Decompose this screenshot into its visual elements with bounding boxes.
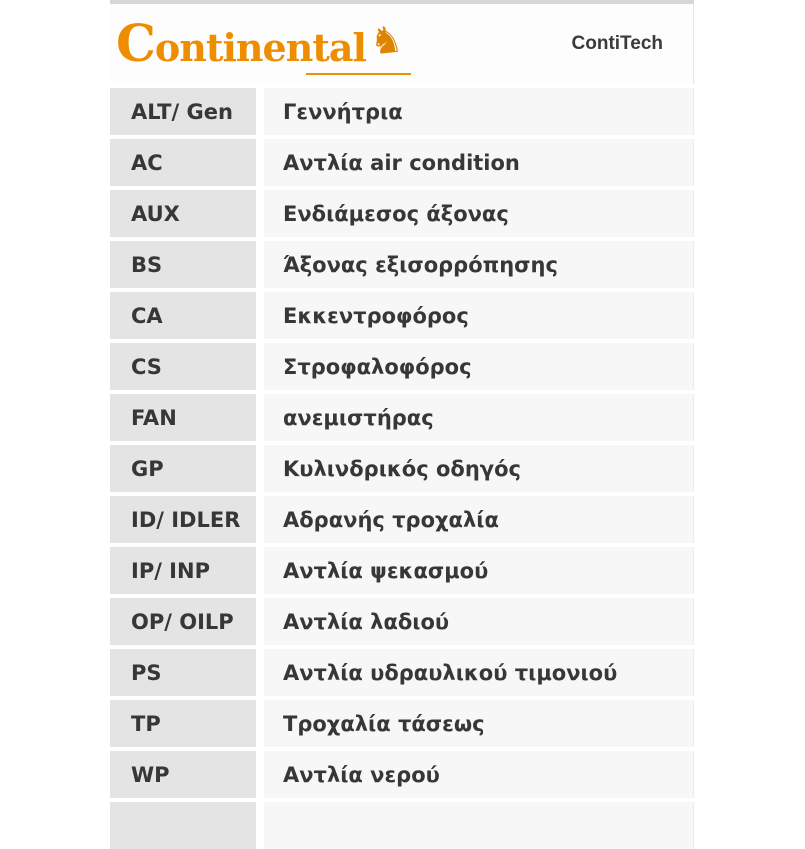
abbr-cell: GP	[110, 445, 256, 492]
desc-cell: Κυλινδρικός οδηγός	[264, 445, 694, 492]
desc-cell: Αντλία νερού	[264, 751, 694, 798]
abbr-cell: AUX	[110, 190, 256, 237]
desc-cell: Αντλία ψεκασμού	[264, 547, 694, 594]
desc-cell: ανεμιστήρας	[264, 394, 694, 441]
table-row	[110, 88, 694, 135]
desc-cell: Εκκεντροφόρος	[264, 292, 694, 339]
abbr-cell: ALT/ Gen	[110, 88, 256, 135]
abbreviation-table	[110, 88, 694, 849]
table-row-partial	[110, 802, 694, 849]
table-row	[110, 445, 694, 492]
abbr-cell: TP	[110, 700, 256, 747]
desc-cell: Αντλία air condition	[264, 139, 694, 186]
desc-cell: Αντλία λαδιού	[264, 598, 694, 645]
contitech-logo: ContiTech	[571, 33, 663, 54]
table-row	[110, 394, 694, 441]
table-row	[110, 649, 694, 696]
table-row	[110, 700, 694, 747]
abbr-cell: ID/ IDLER	[110, 496, 256, 543]
table-row	[110, 139, 694, 186]
header	[110, 4, 694, 84]
table-row	[110, 496, 694, 543]
brand-logo	[116, 13, 405, 73]
desc-cell: Αδρανής τροχαλία	[264, 496, 694, 543]
logo-underline	[306, 73, 411, 75]
desc-cell	[264, 802, 694, 849]
table-row	[110, 241, 694, 288]
desc-cell: Άξονας εξισορρόπησης	[264, 241, 694, 288]
abbr-cell: OP/ OILP	[110, 598, 256, 645]
abbr-cell: WP	[110, 751, 256, 798]
continental-wordmark: Continental	[116, 13, 366, 73]
abbr-cell: CA	[110, 292, 256, 339]
table-row	[110, 343, 694, 390]
document-page	[110, 0, 694, 805]
abbr-cell: AC	[110, 139, 256, 186]
desc-cell: Αντλία υδραυλικού τιμονιού	[264, 649, 694, 696]
abbr-cell: IP/ INP	[110, 547, 256, 594]
abbr-cell: CS	[110, 343, 256, 390]
table-row	[110, 751, 694, 798]
desc-cell: Τροχαλία τάσεως	[264, 700, 694, 747]
desc-cell: Στροφαλοφόρος	[264, 343, 694, 390]
abbr-cell	[110, 802, 256, 849]
table-row	[110, 598, 694, 645]
desc-cell: Ενδιάμεσος άξονας	[264, 190, 694, 237]
desc-cell: Γεννήτρια	[264, 88, 694, 135]
table-row	[110, 190, 694, 237]
table-row	[110, 292, 694, 339]
table-row	[110, 547, 694, 594]
horse-icon: ♞	[367, 16, 405, 64]
abbr-cell: FAN	[110, 394, 256, 441]
abbr-cell: BS	[110, 241, 256, 288]
abbr-cell: PS	[110, 649, 256, 696]
